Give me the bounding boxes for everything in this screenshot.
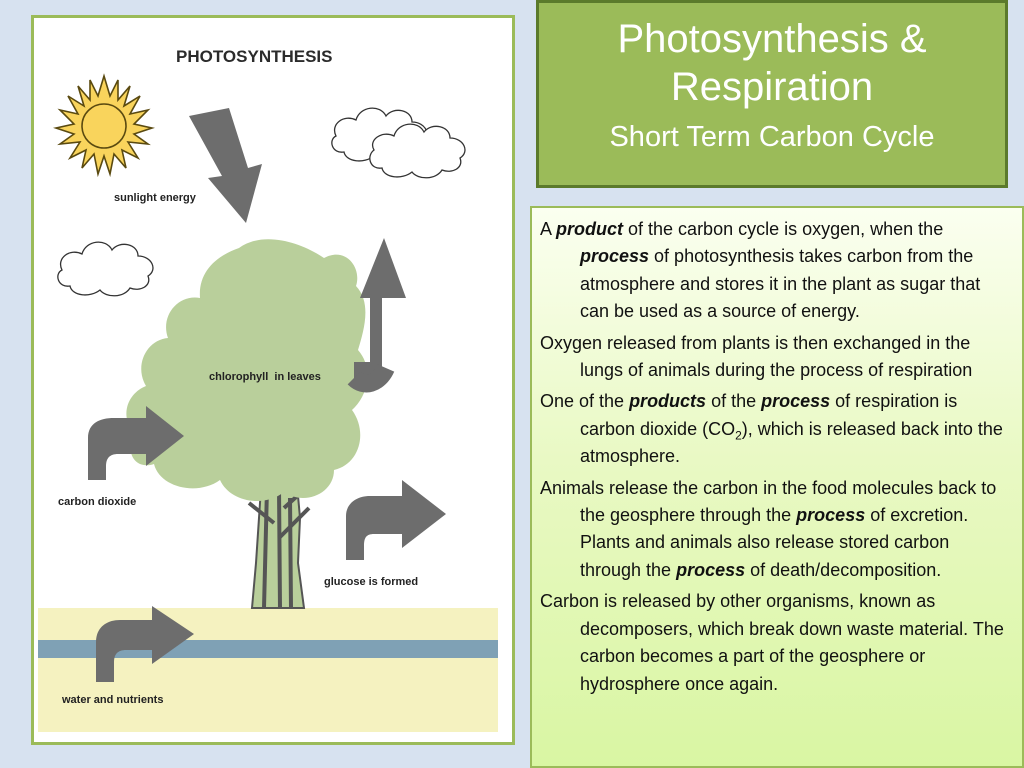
paragraph-oxygen-respiration: Oxygen released from plants is then exchanged in the lungs of animals during the process of respiration [540,332,973,381]
slide-title: Photosynthesis & Respiration [617,17,927,109]
label-water-nutrients: water and nutrients [62,694,164,706]
label-carbon-dioxide: carbon dioxide [58,496,137,508]
paragraph-excretion-decomposition: Animals release the carbon in the food molecules back to the geosphere through the process of excretion. Plants and animals also release stored carbon through the process of death/decomposition. [540,477,997,580]
sun-icon [56,76,152,174]
slide-title-box [536,0,1008,188]
label-sunlight-energy: sunlight energy [114,192,196,204]
slide-subtitle: Short Term Carbon Cycle [609,121,935,153]
cloud-icon [58,242,153,296]
photosynthesis-diagram [34,18,512,742]
label-chlorophyll: chlorophyll in leaves [209,371,321,383]
label-glucose-formed: glucose is formed [324,576,419,588]
paragraph-carbon-dioxide: One of the products of the process of respiration is carbon dioxide $(CO_2)$, which is released back into the atmosphere. [540,391,1003,467]
content-text-box [530,206,1024,768]
arrow-sunlight-in [189,108,262,223]
diagram-title: PHOTOSYNTHESIS [176,47,333,66]
paragraph-product-oxygen: A product of the carbon cycle is oxygen, when the process of photosynthesis takes carbon from the atmosphere and stores it in the plant as sugar that can be used as a source of energy. [540,219,981,322]
photosynthesis-diagram-panel [31,15,515,745]
paragraph-decomposers: Carbon is released by other organisms, known as decomposers, which break down waste material. The carbon becomes a part of the geosphere or hydrosphere once again. [540,591,1004,694]
cloud-icon [332,108,465,178]
arrow-glucose-out [346,480,446,560]
